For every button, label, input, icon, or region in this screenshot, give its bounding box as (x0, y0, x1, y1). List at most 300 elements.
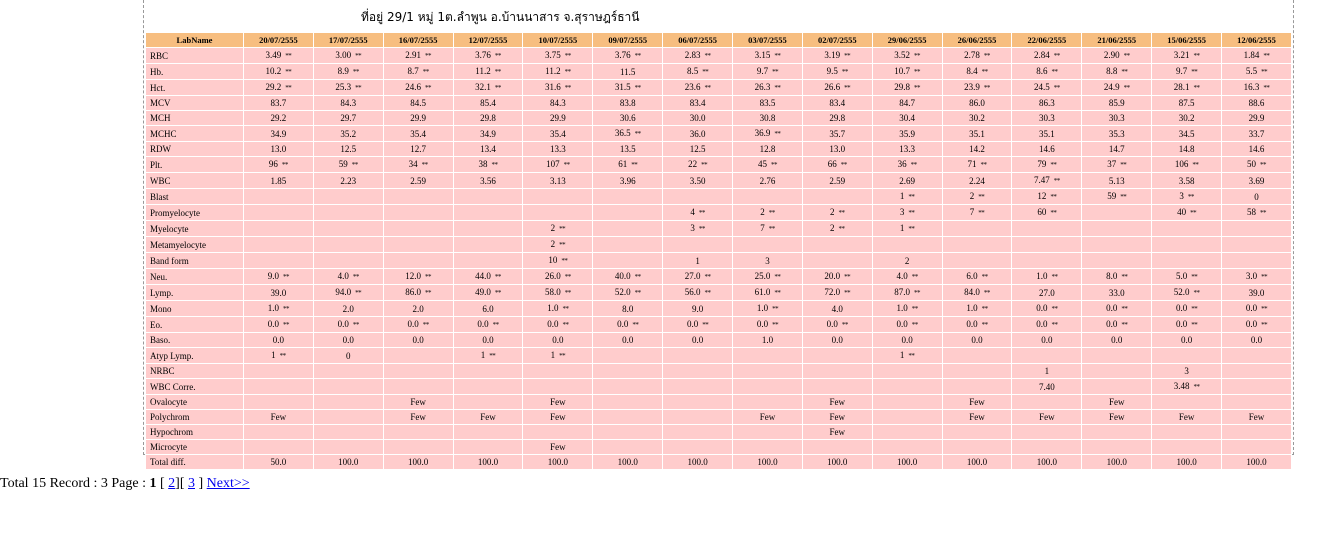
result-cell (1152, 221, 1222, 237)
result-value: 0.0 (1036, 319, 1048, 329)
abnormal-flag: ** (908, 209, 915, 217)
result-value: 2.90 (1103, 50, 1120, 60)
abnormal-flag: ** (772, 68, 779, 76)
result-cell (383, 379, 453, 395)
page-2-link[interactable]: 2 (168, 476, 176, 491)
result-value: 2 (904, 255, 910, 266)
result-value: 38 (478, 159, 488, 169)
column-header-date: 10/07/2555 (523, 33, 593, 48)
result-cell (453, 157, 523, 173)
result-value: 3.48 (1173, 381, 1190, 391)
lab-name-cell: Hct. (146, 80, 244, 96)
result-cell (453, 317, 523, 333)
result-value: 32.1 (475, 82, 491, 92)
abnormal-flag: ** (1191, 321, 1198, 329)
result-cell (872, 333, 942, 348)
result-cell (733, 395, 803, 410)
result-cell (593, 440, 663, 455)
abnormal-flag: ** (351, 161, 358, 169)
result-value: 0.0 (1111, 335, 1123, 345)
result-cell (383, 285, 453, 301)
result-value: 59 (1107, 191, 1117, 201)
result-cell (1012, 142, 1082, 157)
result-cell (313, 333, 383, 348)
abnormal-flag: ** (701, 161, 708, 169)
result-value: 13.4 (480, 144, 496, 154)
result-cell (733, 142, 803, 157)
result-cell (1222, 173, 1292, 189)
result-cell (663, 317, 733, 333)
abnormal-flag: ** (283, 321, 290, 329)
result-cell (1012, 269, 1082, 285)
result-value: 29.9 (410, 113, 427, 123)
result-value: 83.7 (270, 98, 287, 108)
result-cell (1152, 126, 1222, 142)
result-cell (802, 189, 872, 205)
result-cell (244, 364, 314, 379)
lab-name-cell: Total diff. (146, 455, 244, 470)
abnormal-flag: ** (914, 68, 921, 76)
result-cell (244, 333, 314, 348)
result-value: Few (829, 412, 846, 422)
column-header-date: 22/06/2555 (1012, 33, 1082, 48)
abnormal-flag: ** (634, 52, 641, 60)
result-cell (313, 285, 383, 301)
result-cell (733, 379, 803, 395)
result-value: 3 (765, 255, 770, 266)
result-value: 2.78 (964, 50, 980, 60)
abnormal-flag: ** (564, 68, 571, 76)
table-row (146, 285, 1292, 301)
result-cell (523, 253, 593, 269)
result-cell (1222, 142, 1292, 157)
result-value: 23.6 (684, 82, 701, 92)
result-cell (313, 173, 383, 189)
result-value: 14.8 (1178, 144, 1195, 154)
abnormal-flag: ** (908, 225, 915, 233)
result-value: 100.0 (1036, 457, 1057, 467)
column-header-date: 06/07/2555 (663, 33, 733, 48)
result-cell (1082, 440, 1152, 455)
result-cell (523, 348, 593, 364)
result-cell (733, 253, 803, 269)
abnormal-flag: ** (494, 68, 501, 76)
result-cell (453, 379, 523, 395)
result-cell (872, 48, 942, 64)
result-cell (453, 440, 523, 455)
table-row (146, 64, 1292, 80)
result-value: 87.0 (894, 287, 911, 297)
result-cell (802, 126, 872, 142)
abnormal-flag: ** (1053, 52, 1060, 60)
result-cell (593, 80, 663, 96)
result-value: 16.3 (1243, 82, 1260, 92)
result-value: 37 (1107, 159, 1117, 169)
table-row (146, 364, 1292, 379)
abnormal-flag: ** (559, 225, 566, 233)
result-cell (244, 410, 314, 425)
result-cell (244, 237, 314, 253)
abnormal-flag: ** (983, 84, 990, 92)
result-cell (313, 364, 383, 379)
result-cell (663, 221, 733, 237)
result-value: 2.76 (759, 175, 776, 186)
result-value: Few (480, 412, 496, 422)
bracket-close: ] (198, 476, 204, 491)
result-cell (313, 348, 383, 364)
result-value: 12.5 (340, 144, 357, 154)
result-value: 71 (967, 159, 977, 169)
result-cell (383, 317, 453, 333)
result-cell (383, 425, 453, 440)
result-cell (453, 364, 523, 379)
abnormal-flag: ** (1261, 305, 1268, 313)
abnormal-flag: ** (983, 289, 990, 297)
result-cell (802, 348, 872, 364)
result-cell (872, 142, 942, 157)
result-cell (942, 205, 1012, 221)
result-value: 3 (1184, 366, 1189, 376)
column-header-date: 26/06/2555 (942, 33, 1012, 48)
abnormal-flag: ** (774, 289, 781, 297)
result-cell (1012, 157, 1082, 173)
result-cell (383, 410, 453, 425)
result-cell (1222, 301, 1292, 317)
result-cell (523, 173, 593, 189)
result-value: 2 (760, 207, 765, 217)
abnormal-flag: ** (910, 161, 917, 169)
result-cell (1012, 364, 1082, 379)
result-cell (1082, 253, 1152, 269)
result-cell (802, 333, 872, 348)
result-value: 0.0 (756, 319, 769, 329)
result-cell (244, 285, 314, 301)
result-cell (663, 440, 733, 455)
result-cell (1082, 395, 1152, 410)
result-value: 2.59 (829, 175, 846, 186)
result-cell (942, 348, 1012, 364)
abnormal-flag: ** (1263, 84, 1270, 92)
result-cell (1222, 80, 1292, 96)
result-cell (663, 379, 733, 395)
result-value: 0.0 (1245, 319, 1258, 329)
lab-name-cell: Hb. (146, 64, 244, 80)
result-cell (523, 425, 593, 440)
result-cell (872, 80, 942, 96)
result-value: 3.76 (475, 50, 491, 60)
result-cell (942, 364, 1012, 379)
result-cell (523, 333, 593, 348)
result-cell (1082, 221, 1152, 237)
result-value: 33.7 (1248, 128, 1265, 139)
result-cell (802, 269, 872, 285)
result-cell (523, 221, 593, 237)
result-value: 14.7 (1108, 144, 1125, 154)
abnormal-flag: ** (768, 225, 775, 233)
result-cell (313, 395, 383, 410)
result-cell (663, 189, 733, 205)
result-cell (802, 364, 872, 379)
abnormal-flag: ** (634, 289, 641, 297)
result-value: 3.56 (480, 175, 496, 186)
result-cell (313, 269, 383, 285)
current-page: 1 (149, 476, 157, 491)
result-value: 2 (550, 223, 556, 233)
abnormal-flag: ** (285, 68, 292, 76)
result-cell (593, 301, 663, 317)
result-value: 34.9 (270, 128, 287, 139)
abnormal-flag: ** (774, 52, 781, 60)
abnormal-flag: ** (978, 193, 985, 201)
abnormal-flag: ** (421, 161, 428, 169)
result-value: 94.0 (335, 287, 352, 297)
result-cell (1012, 395, 1082, 410)
result-cell (313, 440, 383, 455)
result-cell (313, 221, 383, 237)
result-cell (313, 157, 383, 173)
result-value: 7 (969, 207, 975, 217)
result-value: 2 (830, 223, 835, 233)
abnormal-flag: ** (352, 68, 359, 76)
result-value: 2.83 (684, 50, 701, 60)
result-cell (1222, 126, 1292, 142)
result-value: 0.0 (272, 335, 285, 345)
result-cell (663, 253, 733, 269)
result-value: Few (410, 412, 426, 422)
result-value: 29.8 (894, 82, 911, 92)
abnormal-flag: ** (489, 352, 496, 360)
lab-name-cell: Plt. (146, 157, 244, 173)
result-value: 1 (480, 350, 486, 360)
result-value: 26.6 (824, 82, 841, 92)
result-cell (593, 173, 663, 189)
table-row (146, 237, 1292, 253)
column-header-date: 09/07/2555 (593, 33, 663, 48)
result-cell (383, 205, 453, 221)
abnormal-flag: ** (425, 52, 432, 60)
lab-name-cell: WBC Corre. (146, 379, 244, 395)
result-value: 58 (1247, 207, 1257, 217)
result-cell (663, 126, 733, 142)
abnormal-flag: ** (491, 161, 498, 169)
result-cell (733, 269, 803, 285)
result-value: 45 (757, 159, 767, 169)
result-cell (453, 96, 523, 111)
table-row (146, 48, 1292, 64)
result-value: 100.0 (617, 457, 638, 467)
result-value: 100.0 (1106, 457, 1127, 467)
result-cell (593, 379, 663, 395)
result-value: 2.91 (405, 50, 422, 60)
result-value: 61.0 (754, 287, 771, 297)
result-cell (593, 410, 663, 425)
result-value: 100.0 (477, 457, 499, 467)
result-value: 29.8 (829, 113, 846, 123)
result-cell (1012, 48, 1082, 64)
result-value: 3.50 (689, 175, 706, 186)
result-cell (1012, 440, 1082, 455)
result-value: 36.9 (754, 128, 771, 138)
result-cell (1152, 348, 1222, 364)
result-cell (872, 221, 942, 237)
result-value: 88.6 (1248, 98, 1265, 108)
result-cell (1222, 410, 1292, 425)
result-value: 9.0 (691, 303, 704, 314)
result-cell (872, 205, 942, 221)
result-cell (453, 142, 523, 157)
result-cell (244, 425, 314, 440)
result-value: 24.5 (1034, 82, 1050, 92)
result-value: 12.5 (689, 144, 706, 154)
abnormal-flag: ** (841, 321, 848, 329)
abnormal-flag: ** (634, 130, 641, 138)
result-cell (802, 455, 872, 470)
result-value: 52.0 (1173, 287, 1190, 297)
table-row (146, 142, 1292, 157)
result-value: 30.3 (1039, 113, 1055, 123)
result-value: 0 (346, 350, 351, 361)
lab-name-cell: MCV (146, 96, 244, 111)
lab-name-cell: Ovalocyte (146, 395, 244, 410)
result-cell (1082, 126, 1152, 142)
result-value: 60 (1037, 207, 1047, 217)
result-cell (942, 455, 1012, 470)
result-value: 1.0 (966, 303, 978, 313)
result-value: 27.0 (1039, 287, 1055, 298)
page-3-link[interactable]: 3 (188, 476, 195, 491)
result-cell (942, 157, 1012, 173)
abnormal-flag: ** (1051, 68, 1058, 76)
result-cell (663, 269, 733, 285)
abnormal-flag: ** (1051, 273, 1058, 281)
result-cell (523, 157, 593, 173)
lab-results-table (145, 32, 1292, 470)
result-cell (1012, 205, 1082, 221)
result-cell (733, 189, 803, 205)
result-cell (1152, 285, 1222, 301)
result-cell (872, 96, 942, 111)
result-value: 3 (899, 207, 905, 217)
result-value: 0.0 (477, 319, 489, 329)
result-cell (453, 189, 523, 205)
result-value: 1.84 (1243, 50, 1260, 60)
result-cell (663, 333, 733, 348)
lab-name-cell: Neu. (146, 269, 244, 285)
column-header-labname: LabName (146, 33, 244, 48)
result-cell (1012, 189, 1082, 205)
result-cell (1222, 364, 1292, 379)
result-value: 1.0 (547, 303, 559, 313)
result-cell (733, 410, 803, 425)
result-cell (942, 317, 1012, 333)
result-cell (244, 301, 314, 317)
result-value: 1.85 (270, 175, 287, 186)
result-value: 13.0 (270, 144, 287, 154)
result-cell (942, 395, 1012, 410)
result-cell (383, 96, 453, 111)
table-row (146, 173, 1292, 189)
table-row (146, 301, 1292, 317)
result-cell (1152, 410, 1222, 425)
result-cell (383, 364, 453, 379)
result-cell (244, 440, 314, 455)
result-cell (1152, 301, 1222, 317)
result-cell (1152, 317, 1222, 333)
result-cell (244, 64, 314, 80)
abnormal-flag: ** (355, 52, 362, 60)
abnormal-flag: ** (564, 52, 571, 60)
result-value: 0.0 (407, 319, 419, 329)
result-cell (244, 173, 314, 189)
result-cell (244, 379, 314, 395)
abnormal-flag: ** (1193, 52, 1200, 60)
abnormal-flag: ** (1192, 161, 1199, 169)
result-value: 29.8 (480, 113, 496, 123)
result-cell (733, 440, 803, 455)
abnormal-flag: ** (562, 305, 569, 313)
result-value: 1 (899, 191, 905, 201)
next-page-link[interactable]: Next>> (206, 476, 250, 491)
result-value: 30.8 (759, 113, 776, 123)
bracket-open: [ (160, 476, 165, 491)
result-cell (313, 379, 383, 395)
result-cell (872, 440, 942, 455)
result-cell (872, 410, 942, 425)
result-value: 0.0 (1250, 335, 1263, 345)
result-cell (802, 395, 872, 410)
result-value: 11.5 (620, 66, 636, 77)
result-value: 3 (1179, 191, 1184, 201)
result-value: Few (1108, 397, 1125, 407)
result-value: 31.6 (544, 82, 561, 92)
result-cell (383, 237, 453, 253)
abnormal-flag: ** (425, 273, 432, 281)
result-value: 11.2 (475, 66, 491, 76)
result-value: Few (969, 412, 985, 422)
result-cell (733, 157, 803, 173)
result-cell (523, 111, 593, 126)
result-cell (313, 142, 383, 157)
result-cell (1222, 111, 1292, 126)
result-cell (1082, 48, 1152, 64)
abnormal-flag: ** (564, 84, 571, 92)
result-cell (942, 189, 1012, 205)
result-value: 29.9 (549, 113, 566, 123)
result-cell (1082, 142, 1152, 157)
result-value: 35.3 (1108, 128, 1125, 139)
record-summary: Total 15 Record : 3 Page : (0, 476, 146, 491)
result-cell (733, 205, 803, 221)
result-cell (942, 269, 1012, 285)
result-value: 61 (618, 159, 628, 169)
result-value: 1 (899, 223, 905, 233)
result-value: 35.9 (899, 128, 916, 139)
result-value: 8.8 (1106, 66, 1118, 76)
result-cell (593, 237, 663, 253)
result-value: 14.2 (969, 144, 985, 154)
result-value: Few (550, 442, 566, 452)
result-value: 3.19 (824, 50, 841, 60)
result-cell (942, 410, 1012, 425)
result-value: 79 (1037, 159, 1047, 169)
result-value: 0.0 (1036, 303, 1048, 313)
result-value: 52.0 (614, 287, 631, 297)
result-cell (872, 173, 942, 189)
abnormal-flag: ** (355, 289, 362, 297)
result-value: 66 (827, 159, 837, 169)
abnormal-flag: ** (559, 241, 566, 249)
result-value: 84.0 (964, 287, 980, 297)
